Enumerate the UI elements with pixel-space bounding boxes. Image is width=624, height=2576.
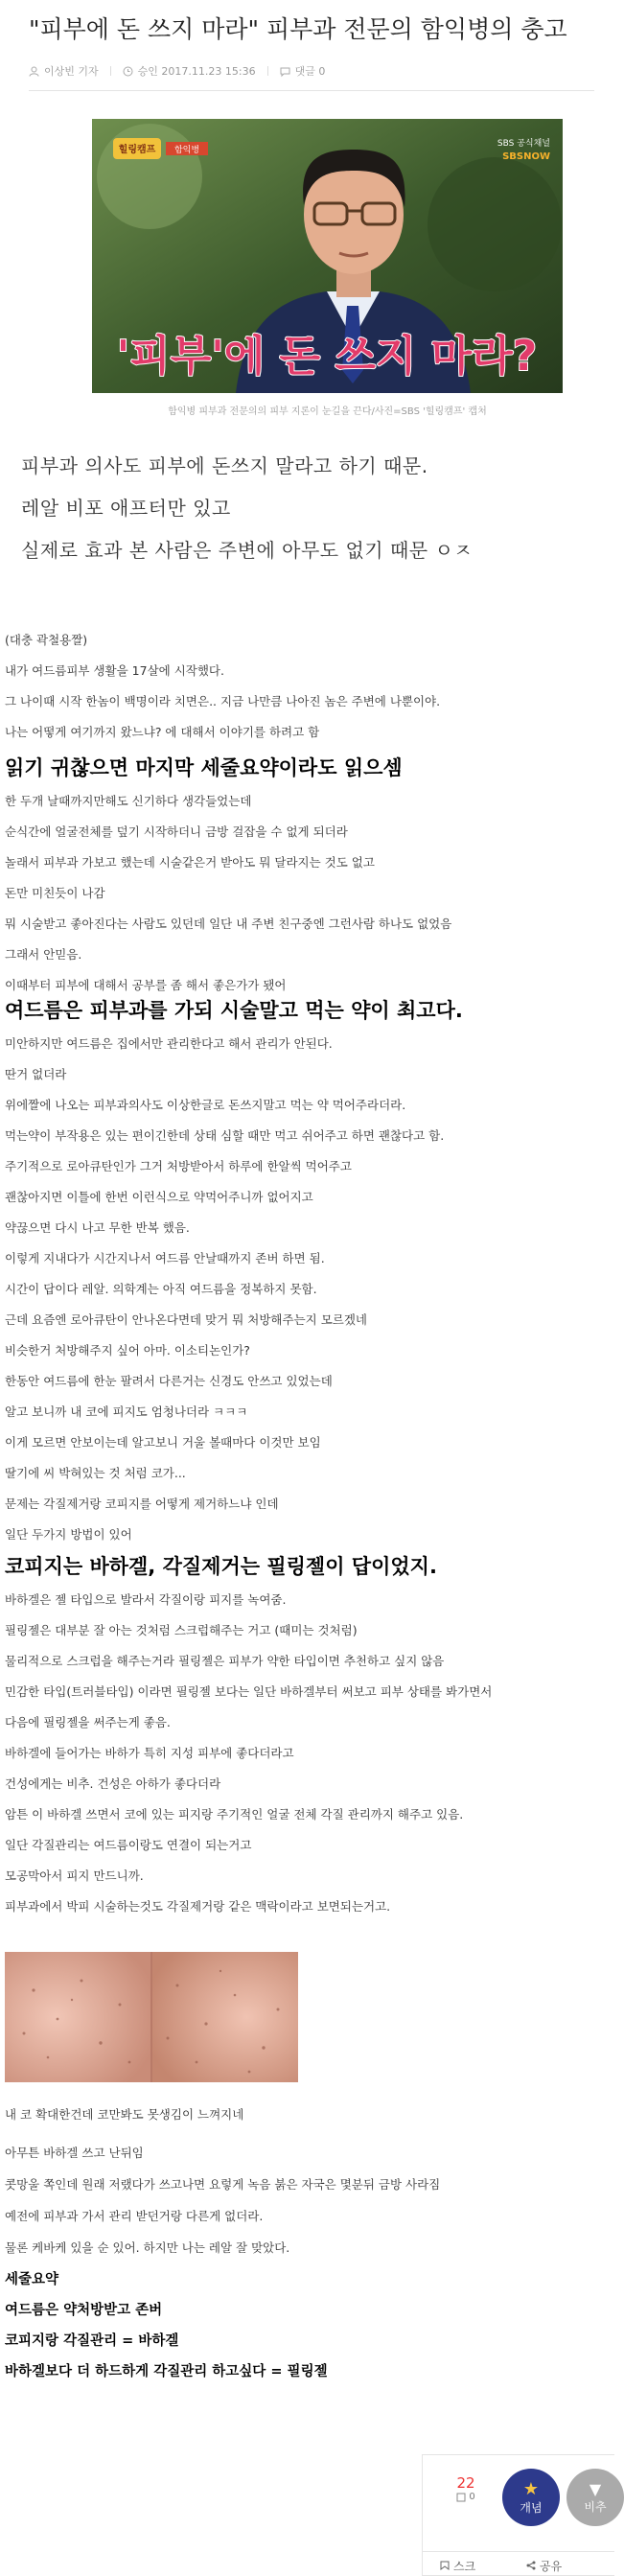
paragraph-line: 이렇게 지내다가 시간지나서 여드름 안날때까지 존버 하면 됨. bbox=[5, 1251, 325, 1265]
intro-line: 실제로 효과 본 사람은 주변에 아무도 없기 때문 ㅇㅈ bbox=[21, 539, 474, 562]
paragraph-line: (대충 곽철용짤) bbox=[5, 633, 88, 647]
paragraph-line: 콧망울 쪽인데 원래 저랬다가 쓰고나면 요렇게 녹음 붉은 자국은 몇분뒤 금방 사라짐 bbox=[5, 2177, 441, 2192]
published-time bbox=[123, 63, 256, 79]
intro-line: 피부과 의사도 피부에 돈쓰지 말라고 하기 때문. bbox=[21, 454, 428, 477]
reaction-bar bbox=[422, 2454, 614, 2576]
svg-text:함익병: 함익병 bbox=[173, 146, 200, 155]
hero-overlay-text: '피부'에 돈 쓰지 마라? bbox=[116, 332, 538, 381]
reaction-counter bbox=[451, 2474, 480, 2502]
article-title: "피부에 돈 쓰지 마라" 피부과 전문의 함익병의 충고 bbox=[29, 15, 567, 43]
star-icon: ★ bbox=[522, 2479, 540, 2499]
paragraph-line: 바하겔은 젤 타입으로 발라서 각질이랑 피지를 녹여줌. bbox=[5, 1592, 287, 1607]
hero-image bbox=[92, 119, 563, 393]
paragraph-line: 암튼 이 바하겔 쓰면서 코에 있는 피지랑 주기적인 얼굴 전체 각질 관리까지 해주고 있음. bbox=[5, 1807, 464, 1822]
recommend-button[interactable] bbox=[502, 2469, 560, 2526]
paragraph-line: 민감한 타입(트러블타입) 이라면 필링젤 보다는 일단 바하겔부터 써보고 피부 상태를 봐가면서 bbox=[5, 1684, 493, 1699]
share-icon bbox=[526, 2560, 536, 2573]
comment-link[interactable] bbox=[280, 63, 326, 79]
paragraph-line: 비슷한거 처방해주지 싶어 아마. 이소티논인가? bbox=[5, 1343, 250, 1358]
hero-caption: 함익병 피부과 전문의의 피부 지론이 눈길을 끈다/사진=SBS '힐링캠프' 캡처 bbox=[168, 406, 487, 417]
paragraph-line: 시간이 답이다 레알. 의학계는 아직 여드름을 정복하지 못함. bbox=[5, 1282, 317, 1296]
section-heading: 코피지는 바하겔, 각질제거는 필링젤이 답이었지. bbox=[5, 1555, 437, 1578]
share-label: 공유 bbox=[540, 2560, 563, 2573]
show-logo: 힐링캠프 bbox=[118, 145, 156, 155]
paragraph-line: 약끊으면 다시 나고 무한 반복 했음. bbox=[5, 1220, 190, 1235]
thumb-icon bbox=[456, 2493, 466, 2502]
disrecommend-label: 비추 bbox=[584, 2500, 607, 2514]
paragraph-line: 돈만 미친듯이 나감 bbox=[5, 886, 105, 900]
paragraph-line: 그래서 안믿음. bbox=[5, 947, 82, 962]
summary-line: 코피지랑 각질관리 = 바하겔 bbox=[5, 2333, 179, 2349]
paragraph-line: 놀래서 피부과 가보고 했는데 시술같은거 받아도 뭐 달라지는 것도 없고 bbox=[5, 855, 375, 870]
paragraph-line: 다음에 필링젤을 써주는게 좋음. bbox=[5, 1715, 171, 1729]
paragraph-line: 괜찮아지면 이틀에 한번 이런식으로 약먹어주니까 없어지고 bbox=[5, 1190, 313, 1204]
paragraph-line: 필링젤은 대부분 잘 아는 것처럼 스크럽해주는 거고 (때미는 것처럼) bbox=[5, 1623, 358, 1637]
paragraph-line: 딸기에 씨 박혀있는 것 처럼 코가... bbox=[5, 1466, 186, 1480]
reaction-sub bbox=[451, 2492, 480, 2502]
paragraph-line: 뭐 시술받고 좋아진다는 사람도 있던데 일단 내 주변 친구중엔 그런사람 하나도 없었음 bbox=[5, 917, 452, 931]
paragraph-line: 그 나이때 시작 한놈이 백명이라 치면은.. 지금 나만큼 나아진 놈은 주변에 나뿐이야. bbox=[5, 694, 441, 708]
paragraph-line: 문제는 각질제거랑 코피지를 어떻게 제거하느냐 인데 bbox=[5, 1497, 279, 1511]
paragraph-line: 이게 모르면 안보이는데 알고보니 거울 볼때마다 이것만 보임 bbox=[5, 1435, 321, 1450]
author-name: 이상빈 기자 bbox=[44, 65, 99, 78]
published-label: 승인 2017.11.23 15:36 bbox=[137, 65, 256, 78]
paragraph-line: 나는 어떻게 여기까지 왔느냐? 에 대해서 이야기를 하려고 함 bbox=[5, 725, 320, 739]
reaction-sub-count: 0 bbox=[469, 2492, 475, 2502]
share-button[interactable] bbox=[526, 2558, 562, 2574]
meta-divider bbox=[29, 90, 594, 91]
paragraph-line: 한 두개 날때까지만해도 신기하다 생각들었는데 bbox=[5, 794, 252, 808]
paragraph-line: 주기적으로 로아큐탄인가 그거 처방받아서 하루에 한알씩 먹어주고 bbox=[5, 1159, 352, 1173]
paragraph-line: 딴거 없더라 bbox=[5, 1067, 67, 1081]
section-heading: 읽기 귀찮으면 마지막 세줄요약이라도 읽으셈 bbox=[5, 756, 403, 779]
intro-line: 레알 비포 애프터만 있고 bbox=[21, 497, 231, 520]
summary-line: 여드름은 약처방받고 존버 bbox=[5, 2303, 163, 2318]
channel-logo-line2: SBSNOW bbox=[502, 151, 550, 162]
paragraph-line: 바하겔에 들어가는 바하가 특히 지성 피부에 좋다더라고 bbox=[5, 1746, 294, 1760]
section-heading: 여드름은 피부과를 가되 시술말고 먹는 약이 최고다. bbox=[5, 999, 463, 1022]
paragraph-line: 피부과에서 박피 시술하는것도 각질제거랑 같은 맥락이라고 보면되는거고. bbox=[5, 1899, 391, 1914]
scrap-button[interactable] bbox=[440, 2558, 475, 2574]
image-caption: 내 코 확대한건데 코만봐도 못생김이 느껴지네 bbox=[5, 2107, 244, 2122]
paragraph-line: 한동안 여드름에 한눈 팔려서 다른거는 신경도 안쓰고 있었는데 bbox=[5, 1374, 333, 1388]
paragraph-line: 예전에 피부과 가서 관리 받던거랑 다른게 없더라. bbox=[5, 2209, 264, 2223]
summary-line: 바하겔보다 더 하드하게 각질관리 하고싶다 = 필링젤 bbox=[5, 2364, 328, 2379]
paragraph-line: 알고 보니까 내 코에 피지도 엄청나더라 ㅋㅋㅋ bbox=[5, 1404, 248, 1419]
recommend-label: 개념 bbox=[520, 2501, 543, 2515]
paragraph-line: 물론 케바케 있을 순 있어. 하지만 나는 레알 잘 맞았다. bbox=[5, 2240, 290, 2255]
comment-icon bbox=[280, 66, 290, 77]
comment-count[interactable]: 댓글 0 bbox=[294, 65, 326, 78]
paragraph-line: 순식간에 얼굴전체를 덮기 시작하더니 금방 걸잡을 수 없게 되더라 bbox=[5, 824, 348, 839]
user-icon bbox=[29, 66, 39, 77]
clock-icon bbox=[123, 66, 133, 77]
channel-logo-line1: SBS 공식채널 bbox=[497, 139, 550, 149]
summary-heading: 세줄요약 bbox=[5, 2272, 59, 2287]
reaction-count: 22 bbox=[456, 2474, 475, 2492]
skin-photo bbox=[5, 1952, 298, 2082]
scrap-label: 스크 bbox=[453, 2560, 476, 2573]
paragraph-line: 아무튼 바하겔 쓰고 난뒤임 bbox=[5, 2146, 144, 2160]
article-meta bbox=[29, 61, 325, 81]
paragraph-line: 위에짤에 나오는 피부과의사도 이상한글로 돈쓰지말고 먹는 약 먹어주라더라. bbox=[5, 1098, 406, 1112]
paragraph-line: 이때부터 피부에 대해서 공부를 좀 해서 좋은가가 됐어 bbox=[5, 978, 287, 992]
paragraph-line: 건성에게는 비추. 건성은 아하가 좋다더라 bbox=[5, 1776, 221, 1791]
paragraph-line: 미안하지만 여드름은 집에서만 관리한다고 해서 관리가 안된다. bbox=[5, 1036, 333, 1051]
paragraph-line: 모공막아서 피지 만드니까. bbox=[5, 1868, 144, 1883]
disrecommend-button[interactable] bbox=[566, 2469, 624, 2526]
bookmark-icon bbox=[440, 2560, 450, 2573]
reaction-footer bbox=[423, 2551, 614, 2576]
paragraph-line: 내가 여드름피부 생활을 17살에 시작했다. bbox=[5, 663, 224, 678]
down-icon: ▼ bbox=[589, 2480, 602, 2498]
paragraph-line: 근데 요즘엔 로아큐탄이 안나온다면데 맞거 뭐 처방해주는지 모르겠네 bbox=[5, 1312, 367, 1327]
paragraph-line: 일단 각질관리는 여드름이랑도 연결이 되는거고 bbox=[5, 1838, 252, 1852]
author bbox=[29, 63, 99, 79]
paragraph-line: 먹는약이 부작용은 있는 편이긴한데 상태 심할 때만 먹고 쉬어주고 하면 괜찮다고 함. bbox=[5, 1128, 445, 1143]
paragraph-line: 일단 두가지 방법이 있어 bbox=[5, 1527, 132, 1542]
paragraph-line: 물리적으로 스크럽을 해주는거라 필링젤은 피부가 약한 타입이면 추천하고 싶지 않음 bbox=[5, 1654, 445, 1668]
